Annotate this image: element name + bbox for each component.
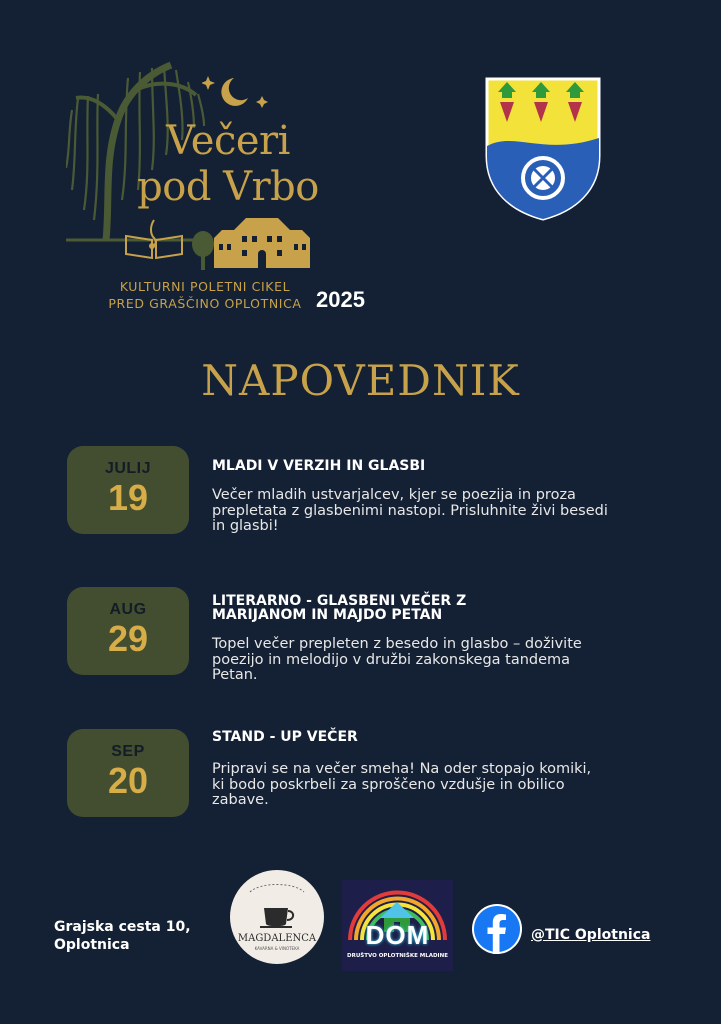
facebook-handle-link[interactable]: @TIC Oplotnica [531,927,651,943]
magdalenca-subtitle: KAVARNA & VINOTEKA [254,946,300,951]
year-label: 2025 [316,287,365,312]
manor-icon [214,216,310,270]
magdalenca-name: MAGDALENCA [237,933,317,944]
dom-subtitle: DRUŠTVO OPLOTNIŠKE MLADINE [347,953,448,959]
logo-subtitle-line2: PRED GRAŠČINO OPLOTNICA [108,296,302,311]
logo-subtitle-line1: KULTURNI POLETNI CIKEL [119,279,291,294]
logo-subtitle [80,278,330,312]
event-title: STAND - UP VEČER [212,729,358,745]
event-day: 19 [107,477,149,518]
event-date-badge [67,587,189,675]
magdalenca-logo[interactable] [230,870,324,964]
small-tree-icon [190,230,216,270]
venue-address [54,918,191,954]
address-line1: Grajska cesta 10, [54,919,191,935]
logo-title-line1: Večeri [166,118,290,164]
event-month: AUG [109,601,147,618]
event-month: SEP [111,743,145,760]
event-date-badge [67,446,189,534]
event-description: Topel večer prepleten z besedo in glasbo – doživite poezijo in melodijo v družbi zakonskega tandema Petan. [212,636,582,683]
event-day: 20 [107,760,149,801]
event-title: MLADI V VERZIH IN GLASBI [212,458,426,474]
event-month: JULIJ [104,460,152,477]
coffee-cup-icon [230,878,324,938]
event-logo [66,50,326,320]
event-title: LITERARNO - GLASBENI VEČER Z MARIJANOM IN MAJDO PETAN [212,593,467,623]
dom-name: DOM [365,920,430,950]
dom-logo[interactable] [342,880,453,971]
event-description: Večer mladih ustvarjalcev, kjer se poezija in proza prepletata z glasbenimi nastopi. Prisluhnite živi besedi in glasbi! [212,487,608,534]
municipality-crest-icon [484,76,602,222]
logo-title [128,118,328,210]
event-day: 29 [107,618,149,659]
logo-title-line2: pod Vrbo [137,164,319,210]
event-date-badge [67,729,189,817]
page-heading: NAPOVEDNIK [201,356,520,405]
music-book-icon [124,216,184,262]
facebook-icon[interactable] [472,904,522,954]
event-description: Pripravi se na večer smeha! Na oder stopajo komiki, ki bodo poskrbeli za sproščeno vzdušje in obilico zabave. [212,761,592,808]
address-line2: Oplotnica [54,937,130,953]
